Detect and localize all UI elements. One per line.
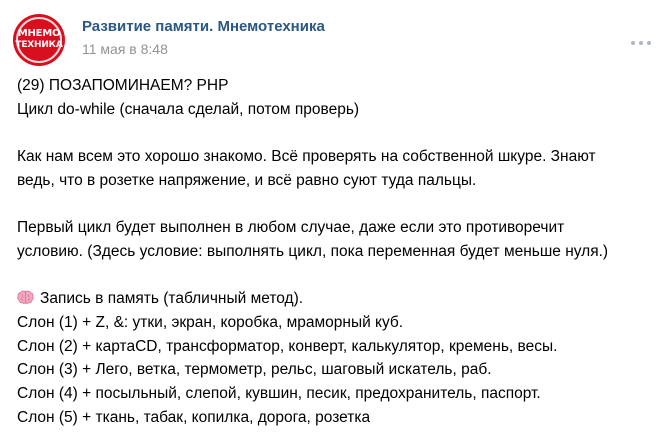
avatar-logo-text-bottom: ТЕХНИКА [15, 40, 63, 50]
post-line: ведь, что в розетке напряжение, и всё равно суют туда пальцы. [17, 171, 477, 189]
brain-icon [17, 290, 34, 305]
post-line: Первый цикл будет выполнен в любом случае, даже если это противоречит [17, 219, 565, 237]
more-dots-icon[interactable] [629, 38, 653, 48]
post-date-link[interactable]: 11 мая в 8:48 [82, 41, 168, 57]
post-line: Слон (3) + Лего, ветка, термометр, рельс, шаговый искатель, раб. [17, 361, 492, 379]
post-header [13, 14, 653, 66]
post-blank-line [17, 264, 662, 288]
post-line: Слон (1) + Z, &: утки, экран, коробка, мраморный куб. [17, 313, 404, 331]
post-line: Цикл do-while (сначала сделай, потом проверь) [17, 100, 360, 118]
post-line: Как нам всем это хорошо знакомо. Всё проверять на собственной шкуре. Знают [17, 148, 596, 166]
avatar-logo-text-top: МНЕМО [17, 28, 61, 39]
post-line: Слон (5) + ткань, табак, копилка, дорога, розетка [17, 408, 371, 426]
post-text [17, 74, 662, 429]
post-line-emoji [17, 287, 662, 311]
post-blank-line [17, 192, 662, 216]
post-author-link[interactable]: Развитие памяти. Мнемотехника [82, 18, 325, 35]
post-line: условию. (Здесь условие: выполнять цикл, пока переменная будет меньше нуля.) [17, 242, 609, 260]
post-line: (29) ПОЗАПОМИНАЕМ? PHP [17, 77, 229, 94]
post-line-text: Запись в память (табличный метод). [40, 290, 304, 308]
post-blank-line [17, 121, 662, 145]
avatar[interactable] [13, 14, 65, 66]
post-line: Слон (2) + картаCD, трансформатор, конверт, калькулятор, кремень, весы. [17, 337, 558, 355]
post-line: Слон (4) + посыльный, слепой, кувшин, песик, предохранитель, паспорт. [17, 384, 541, 402]
